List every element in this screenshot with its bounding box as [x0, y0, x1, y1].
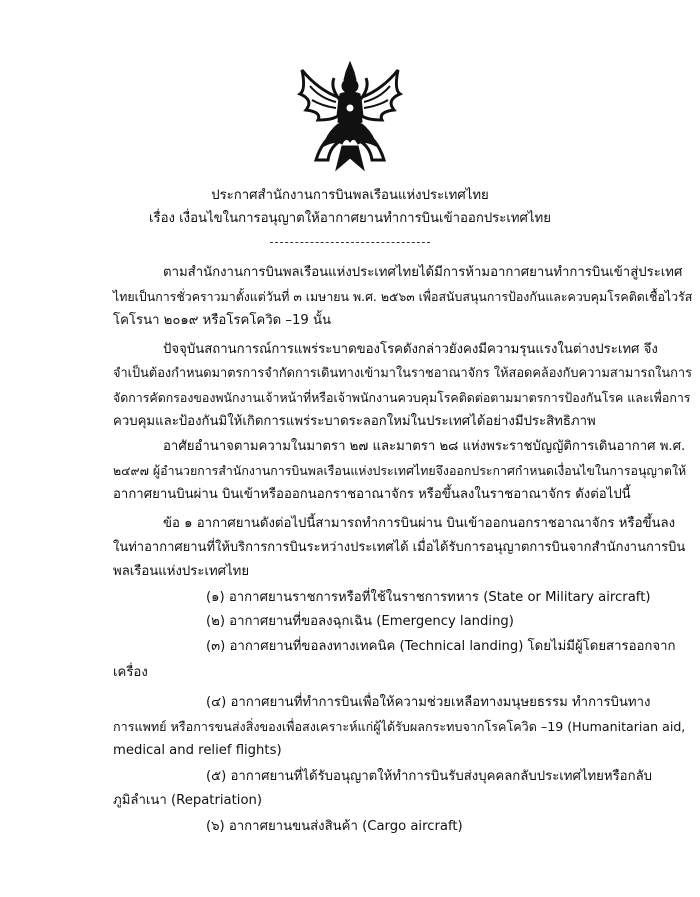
para1-line: ตามสำนักงานการบินพลเรือนแห่งประเทศไทยได้มีการห้ามอากาศยานทำการบินเข้าสู่ประเทศ — [163, 265, 683, 280]
list-item: (๒) อากาศยานที่ขอลงฉุกเฉิน (Emergency landing) — [206, 614, 514, 629]
para2-line: ควบคุมและป้องกันมิให้เกิดการแพร่ระบาดระลอกใหม่ในประเทศได้อย่างมีประสิทธิภาพ — [113, 414, 596, 429]
list-item: (๖) อากาศยานขนส่งสินค้า (Cargo aircraft) — [206, 819, 463, 834]
list-item-continuation: เครื่อง — [113, 665, 148, 680]
list-item-continuation: ภูมิลำเนา (Repatriation) — [113, 793, 263, 808]
para3-line: อาศัยอำนาจตามความในมาตรา ๒๗ และมาตรา ๒๘ แห่งพระราชบัญญัติการเดินอากาศ พ.ศ. — [163, 439, 686, 454]
clause1-line: พลเรือนแห่งประเทศไทย — [113, 564, 250, 579]
para2-line: ปัจจุบันสถานการณ์การแพร่ระบาดของโรคดังกล่าวยังคงมีความรุนแรงในต่างประเทศ จึง — [163, 342, 658, 357]
para3-line: ๒๔๙๗ ผู้อำนวยการสำนักงานการบินพลเรือนแห่งประเทศไทยจึงออกประกาศกำหนดเงื่อนไขในการอนุญาตให้ — [113, 463, 687, 478]
list-item: (๕) อากาศยานที่ได้รับอนุญาตให้ทำการบินรับส่งบุคคลกลับประเทศไทยหรือกลับ — [206, 769, 653, 784]
para1-line: โคโรนา ๒๐๑๙ หรือโรคโควิด –19 นั้น — [113, 313, 331, 328]
list-item-continuation: การแพทย์ หรือการขนส่งสิ่งของเพื่อสงเคราะห์แก่ผู้ได้รับผลกระทบจากโรคโควิด –19 (Humanitarian aid, — [113, 719, 686, 734]
list-item-continuation: medical and relief flights) — [113, 743, 282, 758]
clause1-line: ข้อ ๑ อากาศยานดังต่อไปนี้สามารถทำการบินผ่าน บินเข้าออกนอกราชอาณาจักร หรือขึ้นลง — [163, 516, 676, 531]
list-item: (๑) อากาศยานราชการหรือที่ใช้ในราชการทหาร (State or Military aircraft) — [206, 590, 651, 605]
list-item: (๔) อากาศยานที่ทำการบินเพื่อให้ความช่วยเหลือทางมนุษยธรรม ทำการบินทาง — [206, 695, 651, 710]
para2-line: จัดการคัดกรองของพนักงานเจ้าหน้าที่หรือเจ้าพนักงานควบคุมโรคติดต่อตามมาตรการป้องกันโรค และเพื่อการ — [113, 390, 691, 405]
announcement-subject: เรื่อง เงื่อนไขในการอนุญาตให้อากาศยานทำการบินเข้าออกประเทศไทย — [149, 211, 551, 226]
clause1-line: ในท่าอากาศยานที่ให้บริการการบินระหว่างประเทศได้ เมื่อได้รับการอนุญาตการบินจากสำนักงานการบิน — [113, 540, 686, 555]
para1-line: ไทยเป็นการชั่วคราวมาตั้งแต่วันที่ ๓ เมษายน พ.ศ. ๒๕๖๓ เพื่อสนับสนุนการป้องกันและควบคุมโรคติดเชื้อไวรัส — [113, 289, 693, 304]
list-item: (๓) อากาศยานที่ขอลงทางเทคนิค (Technical landing) โดยไม่มีผู้โดยสารออกจาก — [206, 639, 676, 654]
garuda-emblem-icon — [296, 60, 404, 172]
announcement-title: ประกาศสำนักงานการบินพลเรือนแห่งประเทศไทย — [211, 188, 489, 203]
para3-line: อากาศยานบินผ่าน บินเข้าหรือออกนอกราชอาณาจักร หรือขึ้นลงในราชอาณาจักร ดังต่อไปนี้ — [113, 487, 631, 502]
title-divider — [270, 232, 430, 243]
para2-line: จำเป็นต้องกำหนดมาตรการจำกัดการเดินทางเข้ามาในราชอาณาจักร ให้สอดคล้องกับความสามารถในการ — [113, 366, 692, 381]
